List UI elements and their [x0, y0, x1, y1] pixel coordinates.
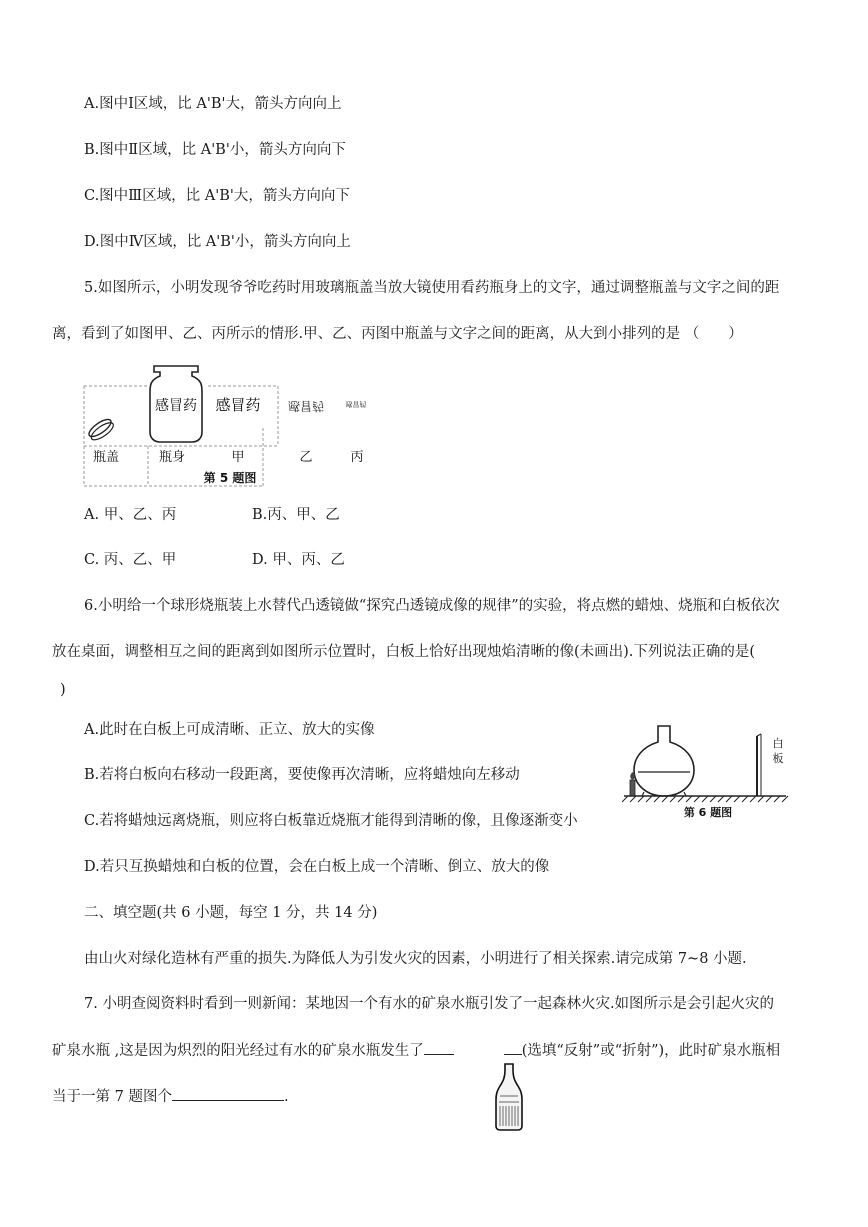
- q7-line3-text-b: .: [283, 1089, 289, 1105]
- q6-option-c: C.若将蜡烛远离烧瓶，则应将白板靠近烧瓶才能得到清晰的像，且像逐渐变小: [84, 813, 578, 829]
- q5-stem-line-1: 5.如图所示，小明发现爷爷吃药时用玻璃瓶盖当放大镜使用看药瓶身上的文字，通过调整瓶盖与文字之间的距: [84, 280, 780, 296]
- label-jia: 甲: [231, 450, 245, 465]
- candle-icon: [630, 772, 635, 796]
- label-yi: 乙: [299, 450, 313, 465]
- board-label-1: 白: [772, 737, 784, 750]
- yi-image-text: 感冒药: [287, 399, 325, 413]
- q5-option-d: D. 甲、丙、乙: [252, 552, 345, 568]
- section2-intro: 由山火对绿化造林有严重的损失.为降低人为引发火灾的因素，小明进行了相关探索.请完成第 7~8 小题.: [84, 951, 747, 967]
- bing-image-text: 感冒药: [345, 400, 367, 408]
- q6-option-a: A.此时在白板上可成清晰、正立、放大的实像: [84, 722, 375, 738]
- q6-stem-line-1: 6.小明给一个球形烧瓶装上水替代凸透镜做“探究凸透镜成像的规律”的实验，将点燃的蜡烛、烧瓶和白板依次: [84, 598, 780, 614]
- q7-stem-line-1: 7. 小明查阅资料时看到一则新闻：某地因一个有水的矿泉水瓶引发了一起森林火灾.如图所示是会引起火灾的: [84, 996, 775, 1012]
- label-cap: 瓶盖: [92, 450, 120, 465]
- q4-option-c: C.图中Ⅲ区域，比 A'B'大，箭头方向向下: [84, 188, 350, 204]
- q7-stem-line-2: [52, 1040, 780, 1061]
- table-hatching: [622, 796, 788, 802]
- q4-option-d: D.图中Ⅳ区域，比 A'B'小，箭头方向向上: [84, 234, 351, 250]
- q7-line2-text-a: 矿泉水瓶 ,这是因为炽烈的阳光经过有水的矿泉水瓶发生了: [52, 1043, 424, 1059]
- q6-figure: [620, 722, 790, 822]
- q7-stem-line-3: [52, 1086, 289, 1107]
- q5-option-a: A. 甲、乙、丙: [84, 507, 177, 523]
- q6-figure-caption: 第 6 题图: [683, 806, 733, 819]
- label-bing: 丙: [350, 450, 364, 465]
- q7-line2-text-b: (选填“反射”或“折射”)，此时矿泉水瓶相: [521, 1043, 781, 1059]
- water-bottle-icon: [494, 1062, 524, 1132]
- q7-line3-text-a: 当于一第 7 题图个: [52, 1089, 172, 1105]
- q5-figure-caption: 第 5 题图: [203, 471, 257, 485]
- q4-option-b: B.图中Ⅱ区域，比 A'B'小，箭头方向向下: [84, 142, 346, 158]
- q4-option-a: A.图中Ⅰ区域，比 A'B'大，箭头方向向上: [84, 96, 342, 112]
- q6-stem-line-3: ): [60, 682, 66, 698]
- answer-blank-2[interactable]: [172, 1086, 284, 1101]
- flask-icon: [634, 726, 694, 796]
- label-body: 瓶身: [158, 450, 186, 465]
- q6-option-d: D.若只互换蜡烛和白板的位置，会在白板上成一个清晰、倒立、放大的像: [84, 859, 550, 875]
- answer-blank-1-tail[interactable]: [504, 1040, 522, 1055]
- q6-stem-line-2: 放在桌面，调整相互之间的距离到如图所示位置时，白板上恰好出现烛焰清晰的像(未画出).下列说法正确的是(: [52, 644, 756, 660]
- q5-stem-line-2: 离，看到了如图甲、乙、丙所示的情形.甲、乙、丙图中瓶盖与文字之间的距离，从大到小排列的是 （ ）: [52, 326, 743, 342]
- q5-option-b: B.丙、甲、乙: [252, 507, 340, 523]
- white-board-icon: [757, 734, 761, 796]
- q6-option-b: B.若将白板向右移动一段距离，要使像再次清晰，应将蜡烛向左移动: [84, 767, 520, 783]
- bottle-cap-icon: [86, 416, 115, 442]
- answer-blank-1[interactable]: [424, 1040, 454, 1055]
- bottle-label-text: 感冒药: [155, 398, 197, 414]
- jia-image-text: 感冒药: [215, 396, 261, 414]
- board-label-2: 板: [772, 752, 784, 765]
- q5-figure: [78, 358, 378, 488]
- q5-option-c: C. 丙、乙、甲: [84, 552, 177, 568]
- section2-heading: 二、填空题(共 6 小题，每空 1 分，共 14 分): [84, 905, 378, 921]
